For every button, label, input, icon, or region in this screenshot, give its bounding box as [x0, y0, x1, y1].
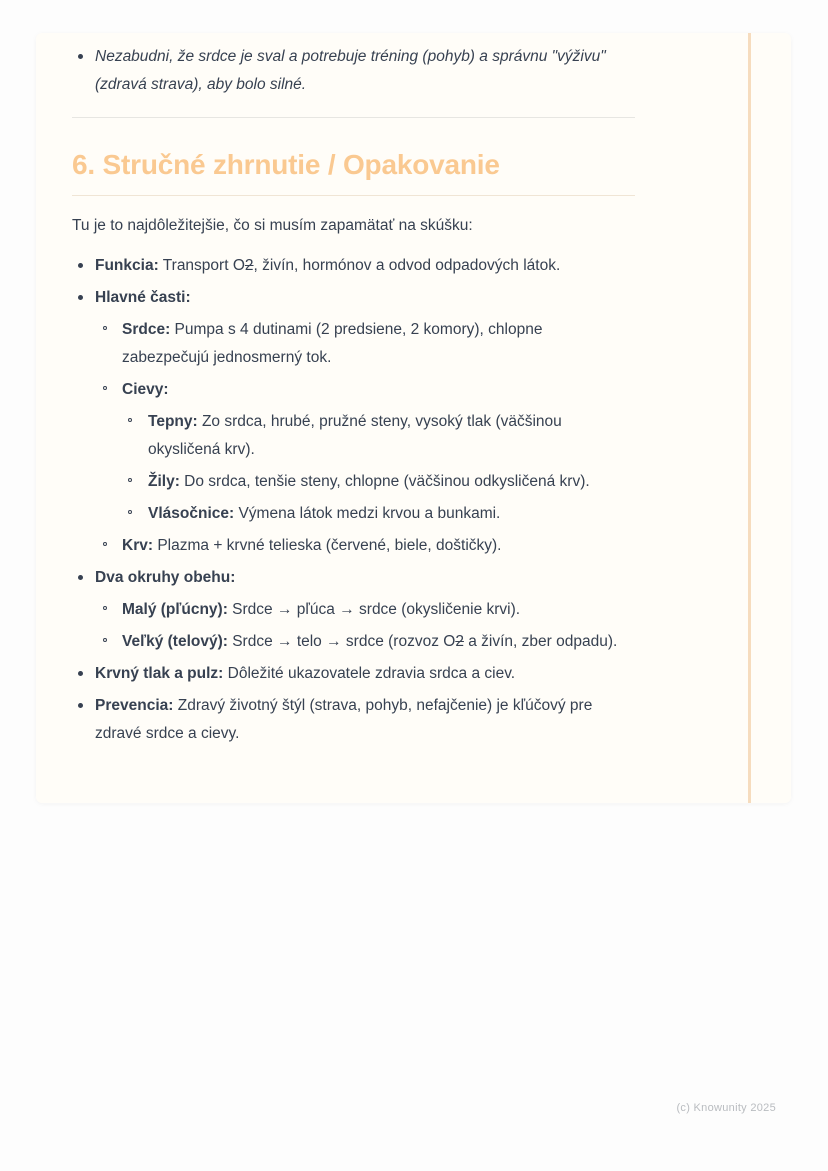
item-text: Zdravý životný štýl (strava, pohyb, nefajčenie) je kľúčový pre zdravé srdce a cievy. — [95, 697, 593, 742]
list-item-velky — [95, 628, 672, 656]
circle-bullet-icon — [128, 510, 132, 514]
list-item-krvny-tlak — [72, 660, 672, 688]
list-item-srdce — [95, 316, 565, 372]
item-label: Srdce: — [122, 321, 171, 338]
item-label: Cievy: — [122, 381, 169, 398]
bullet-icon — [78, 295, 83, 300]
summary-list — [72, 252, 672, 748]
list-item-prevencia — [72, 692, 637, 748]
list-item-krv — [95, 532, 672, 560]
item-text: a živín, zber odpadu). — [463, 633, 618, 650]
bullet-icon — [78, 703, 83, 708]
item-text: Do srdca, tenšie steny, chlopne (väčšinou odkysličená krv). — [179, 473, 590, 490]
item-label: Prevencia: — [95, 697, 174, 714]
intro-paragraph: Tu je to najdôležitejšie, čo si musím zapamätať na skúšku: — [72, 217, 473, 234]
sub-list — [95, 316, 672, 560]
sub-sub-list — [122, 408, 672, 528]
list-item-funkcia — [72, 252, 672, 280]
item-label: Vlásočnice: — [148, 505, 235, 522]
page-content — [72, 33, 672, 752]
list-item-hlavne-casti — [72, 284, 672, 560]
item-label: Malý (pľúcny): — [122, 601, 228, 618]
bullet-icon — [78, 575, 83, 580]
item-label: Tepny: — [148, 413, 198, 430]
list-item-maly — [95, 596, 672, 624]
list-item-vlasocnice — [122, 500, 672, 528]
strikethrough-text: 2 — [455, 633, 464, 650]
section-heading: 6. Stručné zhrnutie / Opakovanie — [72, 149, 500, 180]
circle-bullet-icon — [103, 326, 107, 330]
list-item-zily — [122, 468, 672, 496]
bullet-icon — [78, 263, 83, 268]
section-divider — [72, 117, 635, 118]
note-text: Nezabudni, že srdce je sval a potrebuje tréning (pohyb) a správnu "výživu" (zdravá strava), aby bolo silné. — [95, 48, 606, 93]
item-text: Srdce → pľúca → srdce (okysličenie krvi). — [227, 601, 521, 618]
item-label: Žily: — [148, 473, 180, 490]
footer-credit: (c) Knowunity 2025 — [676, 1102, 776, 1114]
list-item-tepny — [122, 408, 567, 464]
item-text: Dôležité ukazovatele zdravia srdca a ciev. — [223, 665, 516, 682]
circle-bullet-icon — [128, 418, 132, 422]
item-text: Srdce → telo → srdce (rozvoz O — [227, 633, 456, 650]
item-label: Veľký (telový): — [122, 633, 228, 650]
item-text: Zo srdca, hrubé, pružné steny, vysoký tlak (väčšinou okysličená krv). — [148, 413, 562, 458]
item-text: , živín, hormónov a odvod odpadových látok. — [253, 257, 561, 274]
item-text: Výmena látok medzi krvou a bunkami. — [234, 505, 501, 522]
circle-bullet-icon — [103, 386, 107, 390]
item-label: Krvný tlak a pulz: — [95, 665, 224, 682]
circle-bullet-icon — [103, 638, 107, 642]
item-text: Pumpa s 4 dutinami (2 predsiene, 2 komory), chlopne zabezpečujú jednosmerný tok. — [122, 321, 543, 366]
strikethrough-text: 2 — [244, 257, 254, 274]
note-list-item — [72, 43, 632, 99]
circle-bullet-icon — [103, 606, 107, 610]
item-text: Plazma + krvné telieska (červené, biele, doštičky). — [153, 537, 502, 554]
list-item-cievy — [95, 376, 672, 528]
list-item-dva-okruhy — [72, 564, 672, 656]
circle-bullet-icon — [103, 542, 107, 546]
bullet-icon — [78, 671, 83, 676]
page-edge-accent-line — [748, 33, 751, 803]
sub-list — [95, 596, 672, 656]
note-page-card — [36, 33, 791, 803]
item-label: Hlavné časti: — [95, 289, 191, 306]
item-label: Krv: — [122, 537, 154, 554]
heading-underline-divider — [72, 195, 635, 196]
item-label: Funkcia: — [95, 257, 159, 274]
item-label: Dva okruhy obehu: — [95, 569, 236, 586]
item-text: Transport O — [158, 257, 245, 274]
circle-bullet-icon — [128, 478, 132, 482]
bullet-icon — [78, 54, 83, 59]
